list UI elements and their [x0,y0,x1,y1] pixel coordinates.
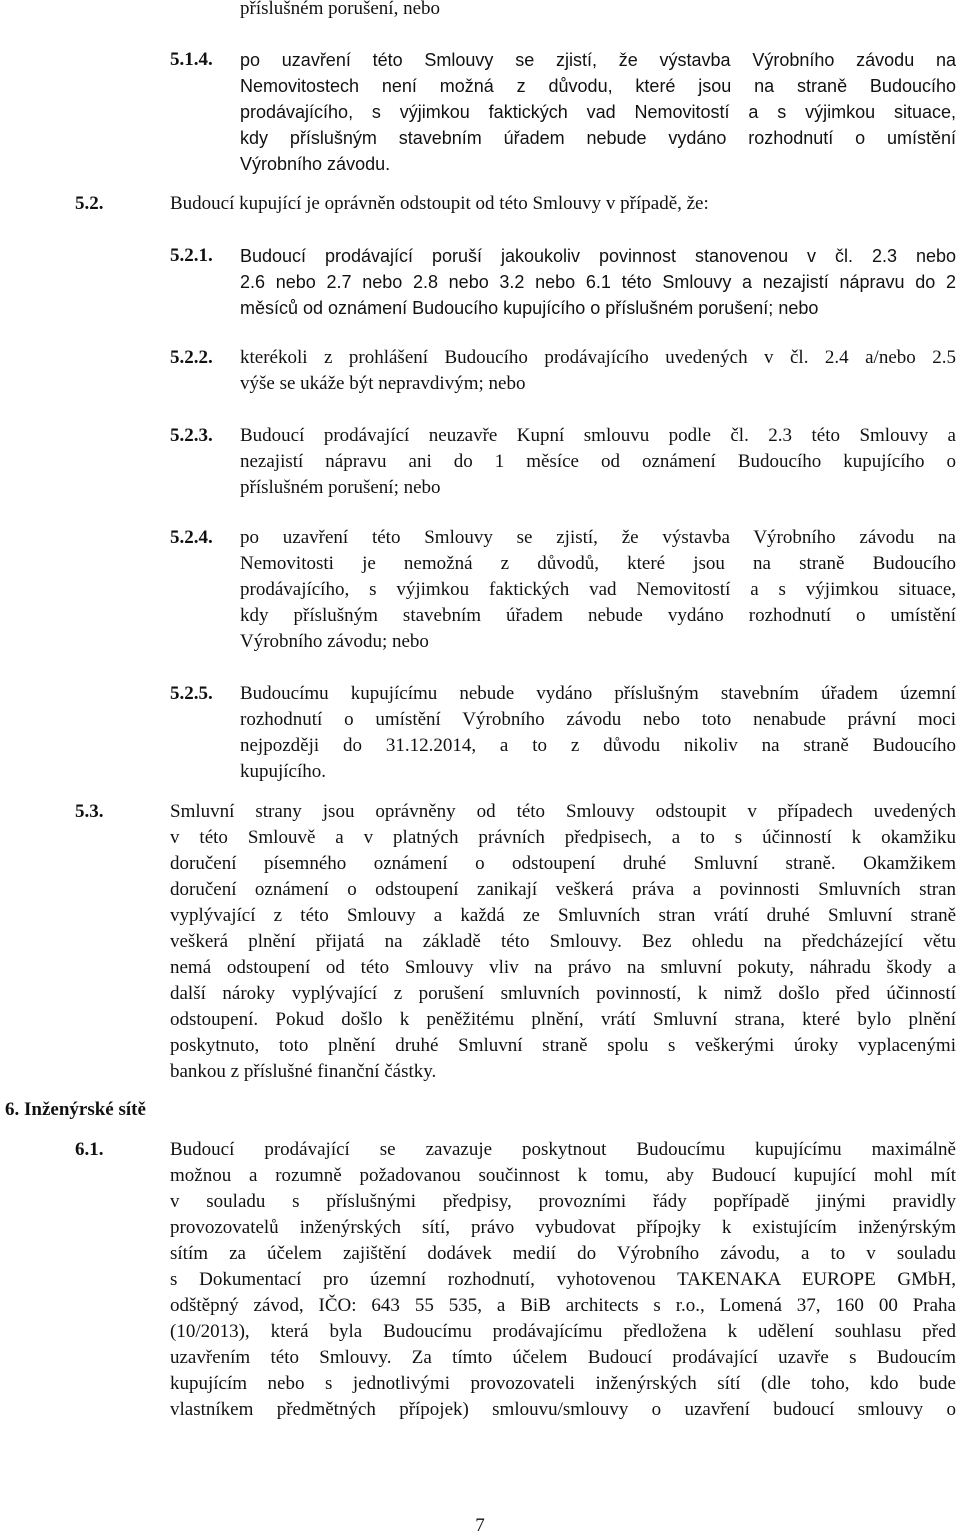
clause-number-5-2: 5.2. [75,193,104,214]
clause-5-2-4: po uzavření této Smlouvy se zjistí, že výstavba Výrobního závodu na Nemovitosti je nemožná z důvodů, které jsou na straně Budoucího prodávajícího, s výjimkou faktických vad Nemovitostí a s výjimkou situace, kdy příslušným stavebním úřadem nebude vydáno rozhodnutí o umístění Výrobního závodu; nebo [240,527,956,652]
fragment-top: příslušném porušení, nebo [240,0,441,19]
clause-5-2-5: Budoucímu kupujícímu nebude vydáno příslušným stavebním úřadem územní rozhodnutí o umístění Výrobního závodu nebo toto nenabude právní moci nejpozději do 31.12.2014, a to z důvodu nikoliv na straně Budoucího kupujícího. [240,683,956,782]
clause-5-3: Smluvní strany jsou oprávněny od této Smlouvy odstoupit v případech uvedených v této Smlouvě a v platných právních předpisech, a to s účinností k okamžiku doručení písemného oznámení o odstoupení druhé Smluvní straně. Okamžikem doručení oznámení o odstoupení zanikají veškerá práva a povinnosti Smluvních stran vyplývající z této Smlouvy a každá ze Smluvních stran vrátí druhé Smluvní straně veškerá plnění přijatá na základě této Smlouvy. Bez ohledu na předcházející větu nemá odstoupení od této Smlouvy vliv na právo na smluvní pokuty, náhradu škody a další nároky vyplývající z porušení smluvních povinností, k nimž došlo před účinností odstoupení. Pokud došlo k peněžitému plnění, vrátí Smluvní strana, které bylo plnění poskytnuto, toto plnění druhé Smluvní straně spolu s veškerými úroky vyplacenými bankou z příslušné finanční částky. [170,801,956,1082]
clause-5-2: Budoucí kupující je oprávněn odstoupit od této Smlouvy v případě, že: [170,193,709,214]
clause-number-5-2-5: 5.2.5. [170,683,213,704]
clause-5-2-3: Budoucí prodávající neuzavře Kupní smlouvu podle čl. 2.3 této Smlouvy a nezajistí nápravu ani do 1 měsíce od oznámení Budoucího kupujícího o příslušném porušení; nebo [240,425,956,498]
clause-number-5-1-4: 5.1.4. [170,49,213,70]
clause-6-1: Budoucí prodávající se zavazuje poskytnout Budoucímu kupujícímu maximálně možnou a rozumně požadovanou součinnost k tomu, aby Budoucí kupující mohl mít v souladu s příslušnými předpisy, provozními řády popřípadě jinými pravidly provozovatelů inženýrských sítí, právo vybudovat přípojky k existujícím inženýrským sítím za účelem zajištění dodávek medií do Výrobního závodu, a to v souladu s Dokumentací pro územní rozhodnutí, vyhotovenou TAKENAKA EUROPE GMbH, odštěpný závod, IČO: 643 55 535, a BiB architects s r.o., Lomená 37, 160 00 Praha (10/2013), která byla Budoucímu prodávajícímu předložena k udělení souhlasu před uzavřením této Smlouvy. Za tímto účelem Budoucí prodávající uzavře s Budoucím kupujícím nebo s jednotlivými provozovateli inženýrských sítí (dle toho, kdo bude vlastníkem předmětných přípojek) smlouvu/smlouvy o uzavření budoucí smlouvy o [170,1139,956,1420]
clause-number-5-2-4: 5.2.4. [170,527,213,548]
clause-number-5-2-3: 5.2.3. [170,425,213,446]
clause-number-6-1: 6.1. [75,1139,104,1160]
clause-5-1-4: po uzavření této Smlouvy se zjistí, že výstavba Výrobního závodu na Nemovitostech není možná z důvodu, které jsou na straně Budoucího prodávajícího, s výjimkou faktických vad Nemovitostí a s výjimkou situace, kdy příslušným stavebním úřadem nebude vydáno rozhodnutí o umístění Výrobního závodu. [240,50,956,174]
clause-number-5-3: 5.3. [75,801,104,822]
page-number: 7 [475,1515,485,1536]
clause-5-2-2: kterékoli z prohlášení Budoucího prodávajícího uvedených v čl. 2.4 a/nebo 2.5 výše se ukáže být nepravdivým; nebo [240,347,956,394]
clause-5-2-1: Budoucí prodávající poruší jakoukoliv povinnost stanovenou v čl. 2.3 nebo 2.6 nebo 2.7 nebo 2.8 nebo 3.2 nebo 6.1 této Smlouvy a nezajistí nápravu do 2 měsíců od oznámení Budoucího kupujícího o příslušném porušení; nebo [240,246,956,318]
clause-number-5-2-1: 5.2.1. [170,245,213,266]
clause-number-5-2-2: 5.2.2. [170,347,213,368]
section-heading-6: 6. Inženýrské sítě [5,1099,146,1120]
